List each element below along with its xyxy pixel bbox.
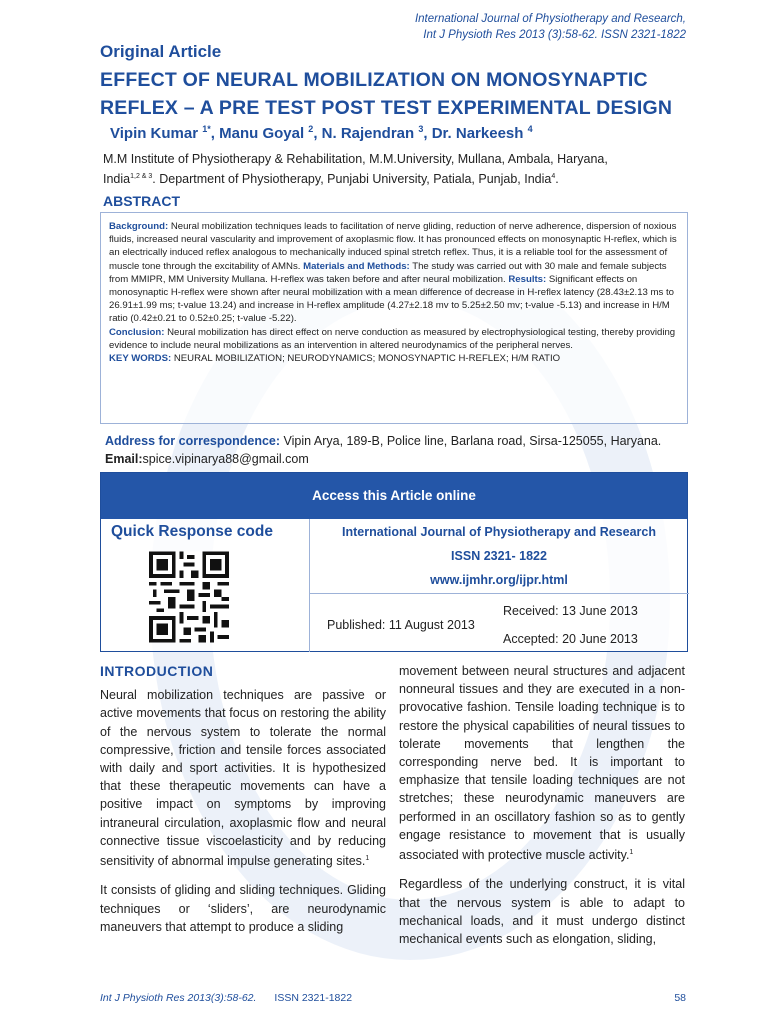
author-list [110,124,533,142]
abstract-conclusion-text: Neural mobilization has direct effect on nerve conduction as measured by electrophysiological testing, thereby providing evidence to include neural mobilizations as an intervention in altered neurodynamics of the peripheral nerves. [109,326,676,351]
footer-issn: ISSN 2321-1822 [274,992,353,1004]
qr-code-icon[interactable] [149,551,229,643]
journal-header-line1: International Journal of Physiotherapy and Research, [414,13,686,25]
email-link[interactable]: spice.vipinarya88@gmail.com [142,452,309,466]
affiliation-end: . [555,172,559,187]
abstract-results-text: Significant effects on monosynaptic H-reflex were shown after neural mobilization with a mean difference of decrease in H-reflex latency (28.43±2.13 ms to 26.91±1.99 ms; t-value 13.24) and increase in H-reflex amplitude (4.27±2.18 mv to 5.25±2.50 mv; t-value -5.13) and increase in H/M ratio (0.42±0.21 to 0.52±0.25; t-value -5.22). [109,273,675,325]
paragraph-text: movement between neural structures and adjacent nonneural tissues and they are executed in a non-provocative fashion. Tensile loading technique is to restore the physical capabilities of neural tissues to tolerate movements that lengthen the corresponding nerve bed. It is important to emphasize that tensile loading techniques are not stretches; these neurodynamic maneuvers are performed in an oscillatory fashion so as to gently engage resistance to movement that is usually associated with protective muscle activity. [399,664,685,863]
body-column-right [399,662,685,959]
affiliation-dept: . Department of Physiotherapy, Punjabi University, Patiala, Punjab, India [152,172,552,187]
abstract-text [109,220,679,326]
received-date: Received: 13 June 2013 [503,604,638,618]
affiliation-line1: M.M Institute of Physiotherapy & Rehabilitation, M.M.University, Mullana, Ambala, Haryana, [103,152,608,166]
author-affiliation-mark: 4 [527,124,533,134]
body-paragraph: It consists of gliding and sliding techniques. Gliding techniques or ‘sliders’, are neurodynamic maneuvers that attempt to produce a sliding [100,883,386,934]
author-name: Dr. Narkeesh [431,125,528,142]
author-affiliation-mark: 2 [308,124,314,134]
author-affiliation-mark: 3 [418,124,424,134]
body-paragraph [399,662,685,864]
qr-code-label: Quick Response code [111,523,273,540]
author-separator: , [313,125,322,142]
body-paragraph [100,686,386,870]
affiliations [103,150,693,188]
access-article-box [100,472,688,652]
affiliation-mark: 1,2 & 3 [130,173,153,180]
abstract-heading: ABSTRACT [103,193,180,209]
body-column-left [100,662,386,947]
author-name: N. Rajendran [321,125,419,142]
article-type: Original Article [100,42,222,61]
section-heading-introduction: INTRODUCTION [100,663,214,679]
abstract-background-label: Background: [109,221,169,232]
keywords-text: NEURAL MOBILIZATION; NEURODYNAMICS; MONOSYNAPTIC H-REFLEX; H/M RATIO [171,353,561,365]
keywords-label: KEY WORDS: [109,353,172,365]
author-affiliation-mark: 1* [202,124,211,134]
abstract-box [100,212,688,424]
access-bar-title: Access this Article online [101,473,687,519]
citation-mark: 1 [629,849,634,857]
access-journal-name: International Journal of Physiotherapy and Research [342,525,656,539]
journal-header-line2: Int J Physioth Res 2013 (3):58-62. ISSN 2321-1822 [423,29,686,41]
author-name: Manu Goyal [219,125,309,142]
author-separator: , [423,125,432,142]
accepted-date: Accepted: 20 June 2013 [503,632,638,646]
abstract-results-label: Results: [508,273,547,285]
access-issn: ISSN 2321- 1822 [451,549,547,563]
box-divider-horizontal [309,593,689,594]
author-separator: , [210,125,220,142]
abstract-methods-text: The study was carried out with 30 male and female subjects from MMIPR, MM University Mullana. H-reflex was taken before and after neural mobilization. [109,260,667,285]
citation-mark: 1 [365,855,370,863]
access-url-link[interactable]: www.ijmhr.org/ijpr.html [430,573,568,587]
journal-header [415,11,686,43]
paragraph-text: Neural mobilization techniques are passive or active movements that focus on restoring the ability of the nervous system to tolerate the normal compressive, friction and tensile forces associated with daily and sport activities. It is hypothesized that these therapeutic movements can have a positive impact on symptoms by improving intraneural circulation, axoplasmic flow and neural connective tissue viscoelasticity and by reducing sensitivity of abnormal impulse generating sites. [100,688,386,869]
article-title: EFFECT OF NEURAL MOBILIZATION ON MONOSYNAPTIC REFLEX – A PRE TEST POST TEST EXPERIMENTAL DESIGN [100,69,673,119]
footer-citation-text: Int J Physioth Res 2013(3):58-62. [100,992,257,1004]
author-name: Vipin Kumar [110,125,203,142]
affiliation-mark: 4 [551,173,556,180]
affiliation-country: India [103,172,131,187]
abstract-methods-label: Materials and Methods: [303,260,410,272]
abstract-background-text: Neural mobilization techniques leads to facilitation of nerve gliding, reduction of nerve adherence, dispersion of noxious fluids, increased neural vascularity and improvement of axoplasmic flow. It has pronounced effects on monosynaptic H-reflex, which is an electrically induced reflex analogous to mechanically induced spinal stretch reflex. Thus, it is a reliable tool for the assessment of muscle tone through the excitability of AMNs. [109,221,677,272]
footer-citation [100,992,352,1004]
correspondence-email [105,450,695,468]
correspondence-address [105,432,695,450]
published-date: Published: 11 August 2013 [327,618,475,632]
correspondence [105,432,695,468]
abstract-conclusion [109,326,679,352]
correspondence-address-text: Vipin Arya, 189-B, Police line, Barlana road, Sirsa-125055, Haryana. [280,434,662,448]
abstract-conclusion-label: Conclusion: [109,326,165,338]
body-paragraph: Regardless of the underlying construct, it is vital that the nervous system is able to adapt to mechanical loads, and it must undergo distinct mechanical events such as elongation, sliding, [399,877,685,946]
affiliation-line2 [103,168,693,188]
page-number: 58 [674,992,686,1004]
correspondence-label: Address for correspondence: [105,434,281,448]
email-label: Email: [105,452,143,466]
abstract-keywords [109,352,679,365]
